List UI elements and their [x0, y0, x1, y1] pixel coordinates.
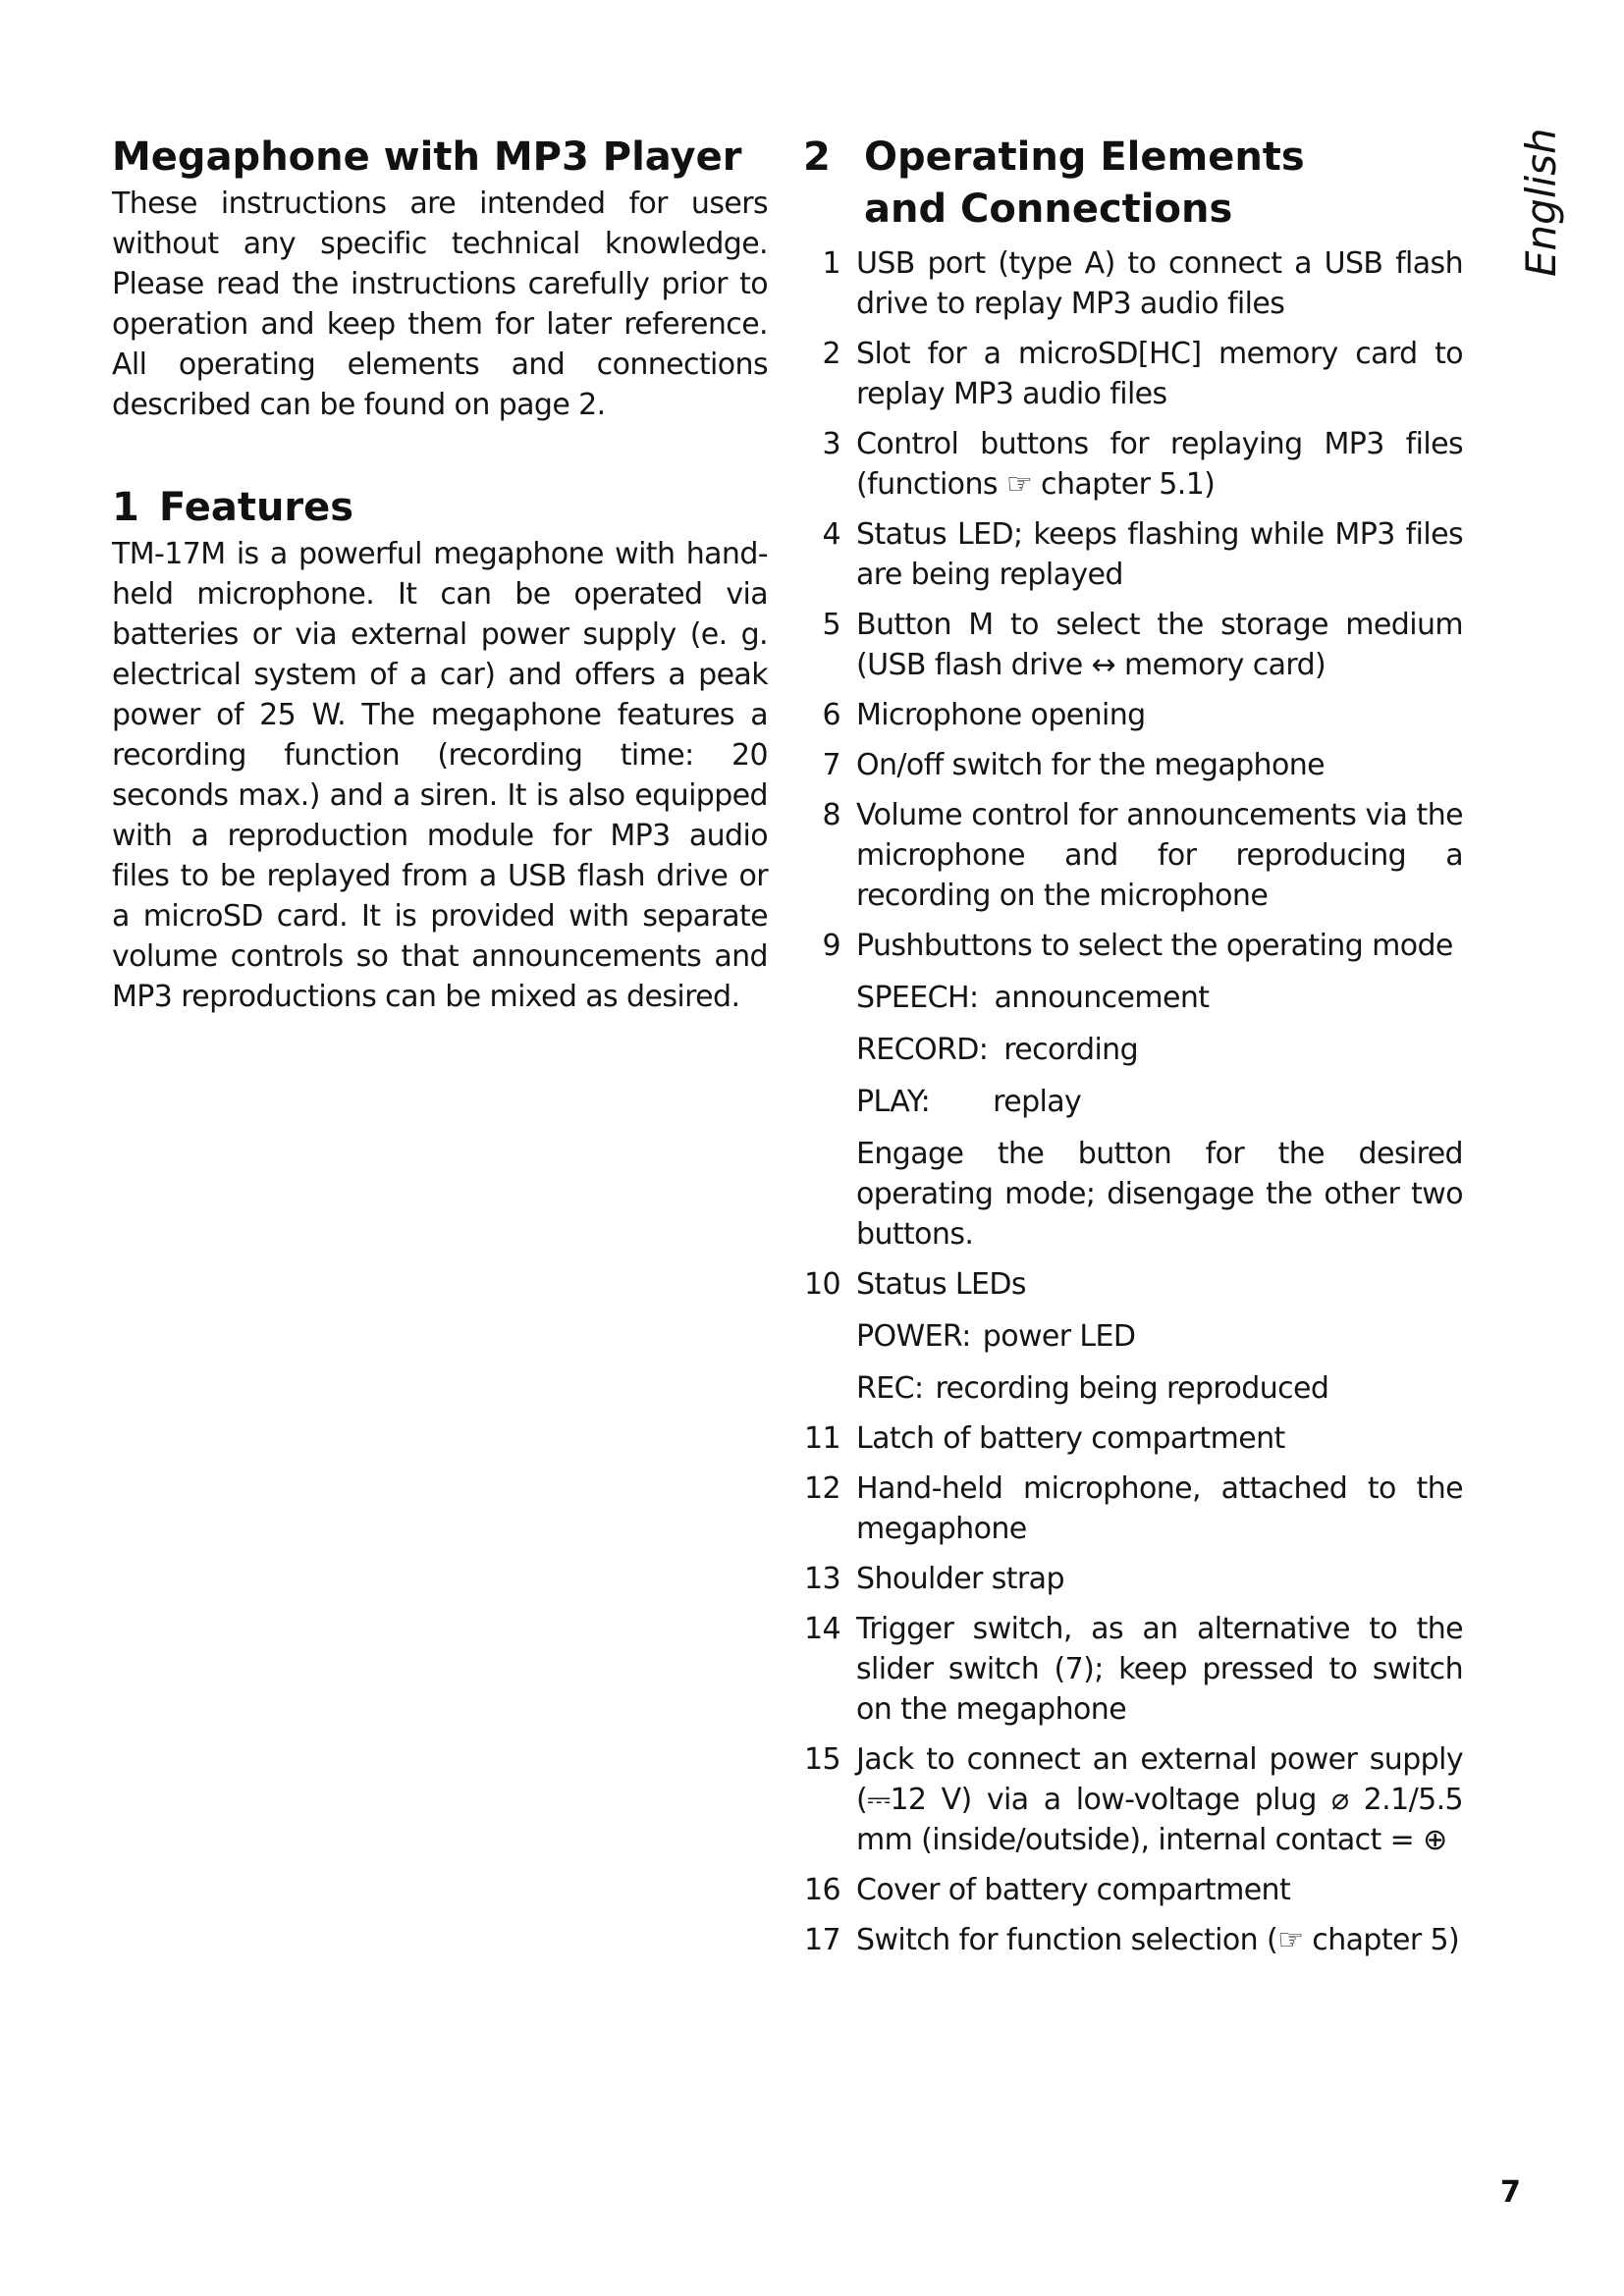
list-item [803, 1920, 1463, 1960]
item-text: Slot for a microSD[HC] memory card to replay MP3 audio files [856, 337, 1463, 411]
item-number: 14 [804, 1612, 840, 1646]
item-number: 1 [822, 246, 840, 281]
features-paragraph: TM-17M is a powerful megaphone with hand-held microphone. It can be operated via batteries or via external power supply (e. g. electrical system of a car) and offers a peak power of 25 W. The megaphone features a recording function (recording time: 20 seconds max.) and a siren. It is also equipped with a reproduction module for MP3 audio files to be replayed from a USB flash drive or a microSD card. It is provided with separate volume controls so that announcements and MP3 reproductions can be mixed as desired. [112, 537, 768, 1014]
list-item [803, 1870, 1463, 1910]
list-item [803, 334, 1463, 414]
item-text: On/off switch for the megaphone [856, 748, 1326, 782]
list-item [803, 424, 1463, 505]
mode-entry [856, 1030, 1463, 1070]
mode-entry [856, 978, 1463, 1018]
list-item [803, 1264, 1463, 1409]
features-heading [112, 482, 768, 534]
item-number: 8 [822, 798, 840, 832]
item-number: 9 [822, 929, 840, 963]
item-text: USB port (type A) to connect a USB flash drive to replay MP3 audio files [856, 246, 1463, 321]
led-entry [856, 1316, 1463, 1357]
mode-key: PLAY: [856, 1085, 931, 1119]
language-label: English [1517, 128, 1565, 277]
led-entry [856, 1368, 1463, 1409]
item-text: Control buttons for replaying MP3 files (functions ☞ chapter 5.1) [856, 427, 1463, 502]
item-number: 13 [804, 1562, 840, 1596]
list-item [803, 1609, 1463, 1730]
list-item [803, 1418, 1463, 1459]
item-text: Jack to connect an external power supply (⎓12 V) via a low-voltage plug ⌀ 2.1/5.5 mm (inside/outside), internal contact = ⊕ [856, 1742, 1463, 1857]
led-key: REC: [856, 1371, 924, 1406]
item-number: 4 [822, 517, 840, 552]
list-item [803, 795, 1463, 916]
mode-value: recording [1003, 1033, 1139, 1067]
list-item [803, 926, 1463, 1255]
language-tab [1489, 128, 1565, 287]
mode-entry [856, 1082, 1463, 1122]
mode-note: Engage the button for the desired operating mode; disengage the other two buttons. [856, 1137, 1463, 1252]
list-item [803, 745, 1463, 785]
features-title: Features [159, 485, 354, 530]
item-text: Shoulder strap [856, 1562, 1064, 1596]
list-item [803, 605, 1463, 685]
item-number: 12 [804, 1471, 840, 1506]
list-item [803, 514, 1463, 595]
item-text: Volume control for announcements via the microphone and for reproducing a recording on the microphone [856, 798, 1463, 913]
item-text: Latch of battery compartment [856, 1421, 1285, 1456]
item-text: Switch for function selection (☞ chapter 5) [856, 1923, 1460, 1957]
item-number: 7 [822, 748, 840, 782]
item-text: Button M to select the storage medium (USB flash drive ↔ memory card) [856, 608, 1463, 682]
list-item [803, 1739, 1463, 1860]
item-text: Microphone opening [856, 698, 1146, 732]
item-number: 5 [822, 608, 840, 642]
elements-title-line1: Operating Elements [864, 134, 1305, 180]
left-column [112, 132, 768, 1017]
item-number: 16 [804, 1873, 840, 1907]
mode-key: SPEECH: [856, 981, 979, 1015]
item-text: Pushbuttons to select the operating mode [856, 929, 1453, 963]
item-text: Trigger switch, as an alternative to the slider switch (7); keep pressed to switch on the megaphone [856, 1612, 1463, 1727]
elements-heading [803, 132, 1463, 236]
item-number: 15 [804, 1742, 840, 1777]
elements-title-line2: and Connections [864, 187, 1233, 232]
list-item [803, 1468, 1463, 1549]
document-title: Megaphone with MP3 Player [112, 134, 742, 180]
led-value: recording being reproduced [935, 1371, 1329, 1406]
right-column [803, 132, 1463, 1970]
item-number: 6 [822, 698, 840, 732]
item-text: Status LED; keeps flashing while MP3 files are being replayed [856, 517, 1463, 592]
item-number: 3 [822, 427, 840, 461]
intro-paragraph: These instructions are intended for users without any specific technical knowledge. Please read the instructions carefully prior to operation and keep them for later reference. All operating elements and connections described can be found on page 2. [112, 187, 768, 422]
list-item [803, 1559, 1463, 1599]
list-item [803, 695, 1463, 735]
led-key: POWER: [856, 1319, 971, 1354]
item-text: Status LEDs [856, 1267, 1026, 1302]
item-text: Hand-held microphone, attached to the megaphone [856, 1471, 1463, 1546]
item-number: 17 [804, 1923, 840, 1957]
elements-number: 2 [803, 134, 831, 180]
mode-key: RECORD: [856, 1033, 989, 1067]
item-number: 11 [804, 1421, 840, 1456]
item-number: 10 [804, 1267, 840, 1302]
page-number: 7 [1500, 2175, 1521, 2210]
item-text: Cover of battery compartment [856, 1873, 1291, 1907]
features-number: 1 [112, 485, 139, 530]
elements-list [803, 243, 1463, 1960]
mode-value: replay [993, 1085, 1082, 1119]
mode-value: announcement [994, 981, 1210, 1015]
item-number: 2 [822, 337, 840, 371]
led-value: power LED [982, 1319, 1136, 1354]
list-item [803, 243, 1463, 324]
